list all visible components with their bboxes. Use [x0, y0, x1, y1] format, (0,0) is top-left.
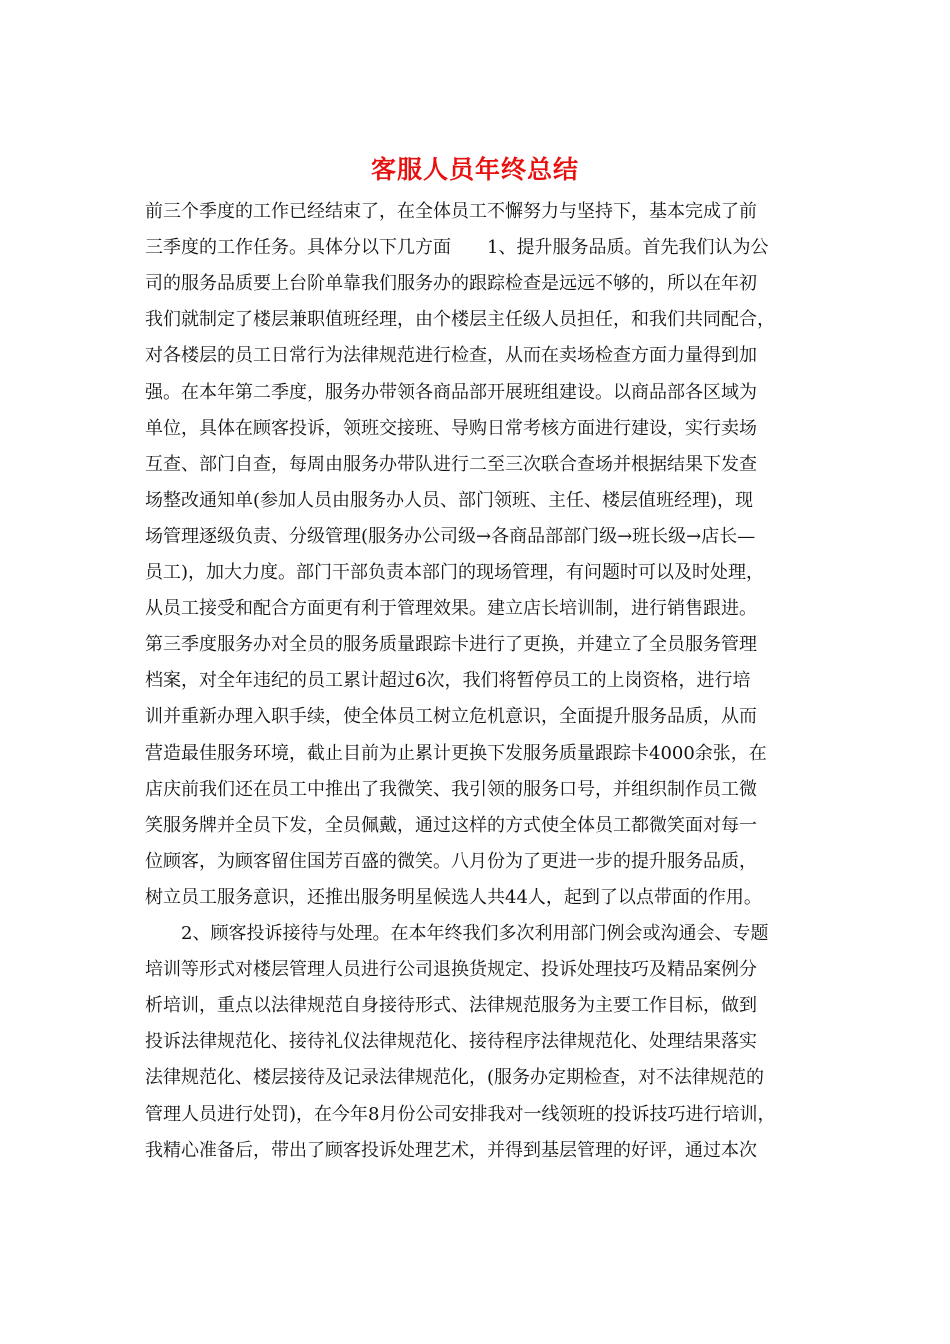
body-line: 司的服务品质要上台阶单靠我们服务办的跟踪检查是远远不够的，所以在年初: [145, 273, 757, 294]
body-line: 从员工接受和配合方面更有利于管理效果。建立店长培训制，进行销售跟进。: [145, 598, 757, 619]
body-line: 法律规范化、楼层接待及记录法律规范化，(服务办定期检查，对不法律规范的: [145, 1067, 765, 1088]
body-line: 前三个季度的工作已经结束了，在全体员工不懈努力与坚持下，基本完成了前: [145, 201, 757, 222]
body-line: 管理人员进行处罚)，在今年8月份公司安排我对一线领班的投诉技巧进行培训，: [145, 1104, 776, 1125]
body-line: 档案，对全年违纪的员工累计超过6次，我们将暂停员工的上岗资格，进行培: [145, 670, 751, 691]
body-line: 我精心准备后，带出了顾客投诉处理艺术，并得到基层管理的好评，通过本次: [145, 1140, 757, 1161]
body-line: 三季度的工作任务。具体分以下几方面 1、提升服务品质。首先我们认为公: [145, 237, 769, 258]
body-line: 位顾客，为顾客留住国芳百盛的微笑。八月份为了更进一步的提升服务品质，: [145, 851, 757, 872]
body-line: 树立员工服务意识，还推出服务明星候选人共44人，起到了以点带面的作用。: [145, 887, 762, 908]
body-line: 员工)，加大力度。部门干部负责本部门的现场管理，有问题时可以及时处理，: [145, 562, 765, 583]
document-title: 客服人员年终总结: [370, 155, 579, 184]
body-line: 2、顾客投诉接待与处理。在本年终我们多次利用部门例会或沟通会、专题: [145, 923, 769, 944]
body-line: 第三季度服务办对全员的服务质量跟踪卡进行了更换，并建立了全员服务管理: [145, 634, 757, 655]
body-line: 析培训，重点以法律规范自身接待形式、法律规范服务为主要工作目标，做到: [145, 995, 757, 1016]
body-line: 投诉法律规范化、接待礼仪法律规范化、接待程序法律规范化、处理结果落实: [145, 1031, 757, 1052]
body-line: 强。在本年第二季度，服务办带领各商品部开展班组建设。以商品部各区域为: [145, 382, 757, 403]
body-line: 场整改通知单(参加人员由服务办人员、部门领班、主任、楼层值班经理)，现: [145, 490, 754, 511]
body-line: 我们就制定了楼层兼职值班经理，由个楼层主任级人员担任，和我们共同配合，: [145, 309, 775, 330]
body-line: 互查、部门自查，每周由服务办带队进行二至三次联合查场并根据结果下发查: [145, 454, 757, 475]
body-line: 培训等形式对楼层管理人员进行公司退换货规定、投诉处理技巧及精品案例分: [145, 959, 757, 980]
body-line: 店庆前我们还在员工中推出了我微笑、我引领的服务口号，并组织制作员工微: [145, 779, 757, 800]
body-line: 单位，具体在顾客投诉，领班交接班、导购日常考核方面进行建设，实行卖场: [145, 418, 757, 439]
body-line: 场管理逐级负责、分级管理(服务办公司级→各商品部部门级→班长级→店长—: [145, 526, 756, 547]
body-line: 营造最佳服务环境，截止目前为止累计更换下发服务质量跟踪卡4000余张，在: [145, 743, 767, 764]
body-line: 笑服务牌并全员下发，全员佩戴，通过这样的方式使全体员工都微笑面对每一: [145, 815, 757, 836]
body-line: 对各楼层的员工日常行为法律规范进行检查，从而在卖场检查方面力量得到加: [145, 345, 757, 366]
body-line: 训并重新办理入职手续，使全体员工树立危机意识，全面提升服务品质，从而: [145, 706, 757, 727]
